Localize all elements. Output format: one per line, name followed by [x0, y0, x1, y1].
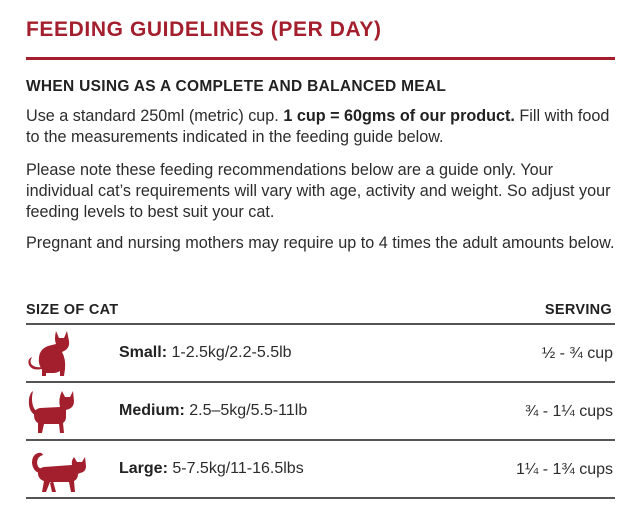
serving-value: 1¼ - 1¾ cups: [516, 461, 613, 478]
size-column-header: SIZE OF CAT: [26, 302, 119, 318]
cup-text-end: Fill with food to the measurements indicated in the feeding guide below.: [26, 107, 610, 146]
title-divider: [26, 57, 615, 60]
size-label: [119, 344, 292, 362]
cup-text-start: Use a standard 250ml (metric) cup.: [26, 107, 284, 125]
serving-column-header: SERVING: [544, 302, 612, 318]
size-name: Large:: [119, 460, 168, 477]
table-row-small: [26, 325, 615, 381]
size-weight: 1-2.5kg/2.2-5.5lb: [167, 344, 292, 361]
table-row-large: [26, 441, 615, 497]
size-label: [119, 460, 304, 478]
guide-note-paragraph: Please note these feeding recommendations below are a guide only. Your individual cat’s requirements will vary with age, activity and weight. So adjust your feeding levels to best suit your cat.: [26, 161, 611, 221]
serving-value: ¾ - 1¼ cups: [524, 403, 613, 420]
size-name: Medium:: [119, 402, 185, 419]
small-cat-icon: [26, 329, 74, 379]
medium-cat-icon: [26, 387, 78, 437]
size-label: [119, 402, 307, 420]
table-rule: [26, 497, 615, 499]
size-weight: 2.5–5kg/5.5-11lb: [184, 402, 308, 419]
large-cat-icon: [26, 445, 90, 495]
page-title: FEEDING GUIDELINES (PER DAY): [26, 18, 382, 41]
size-name: Small:: [119, 344, 168, 361]
section-subheading: WHEN USING AS A COMPLETE AND BALANCED MEAL: [26, 78, 447, 95]
size-weight: 5-7.5kg/11-16.5lbs: [167, 460, 304, 477]
cup-measure-paragraph: [26, 106, 618, 148]
pregnant-note-paragraph: Pregnant and nursing mothers may require up to 4 times the adult amounts below.: [26, 234, 615, 252]
serving-value: ½ - ¾ cup: [541, 345, 613, 362]
table-row-medium: [26, 383, 615, 439]
cup-equivalence: 1 cup = 60gms of our product.: [283, 107, 515, 125]
